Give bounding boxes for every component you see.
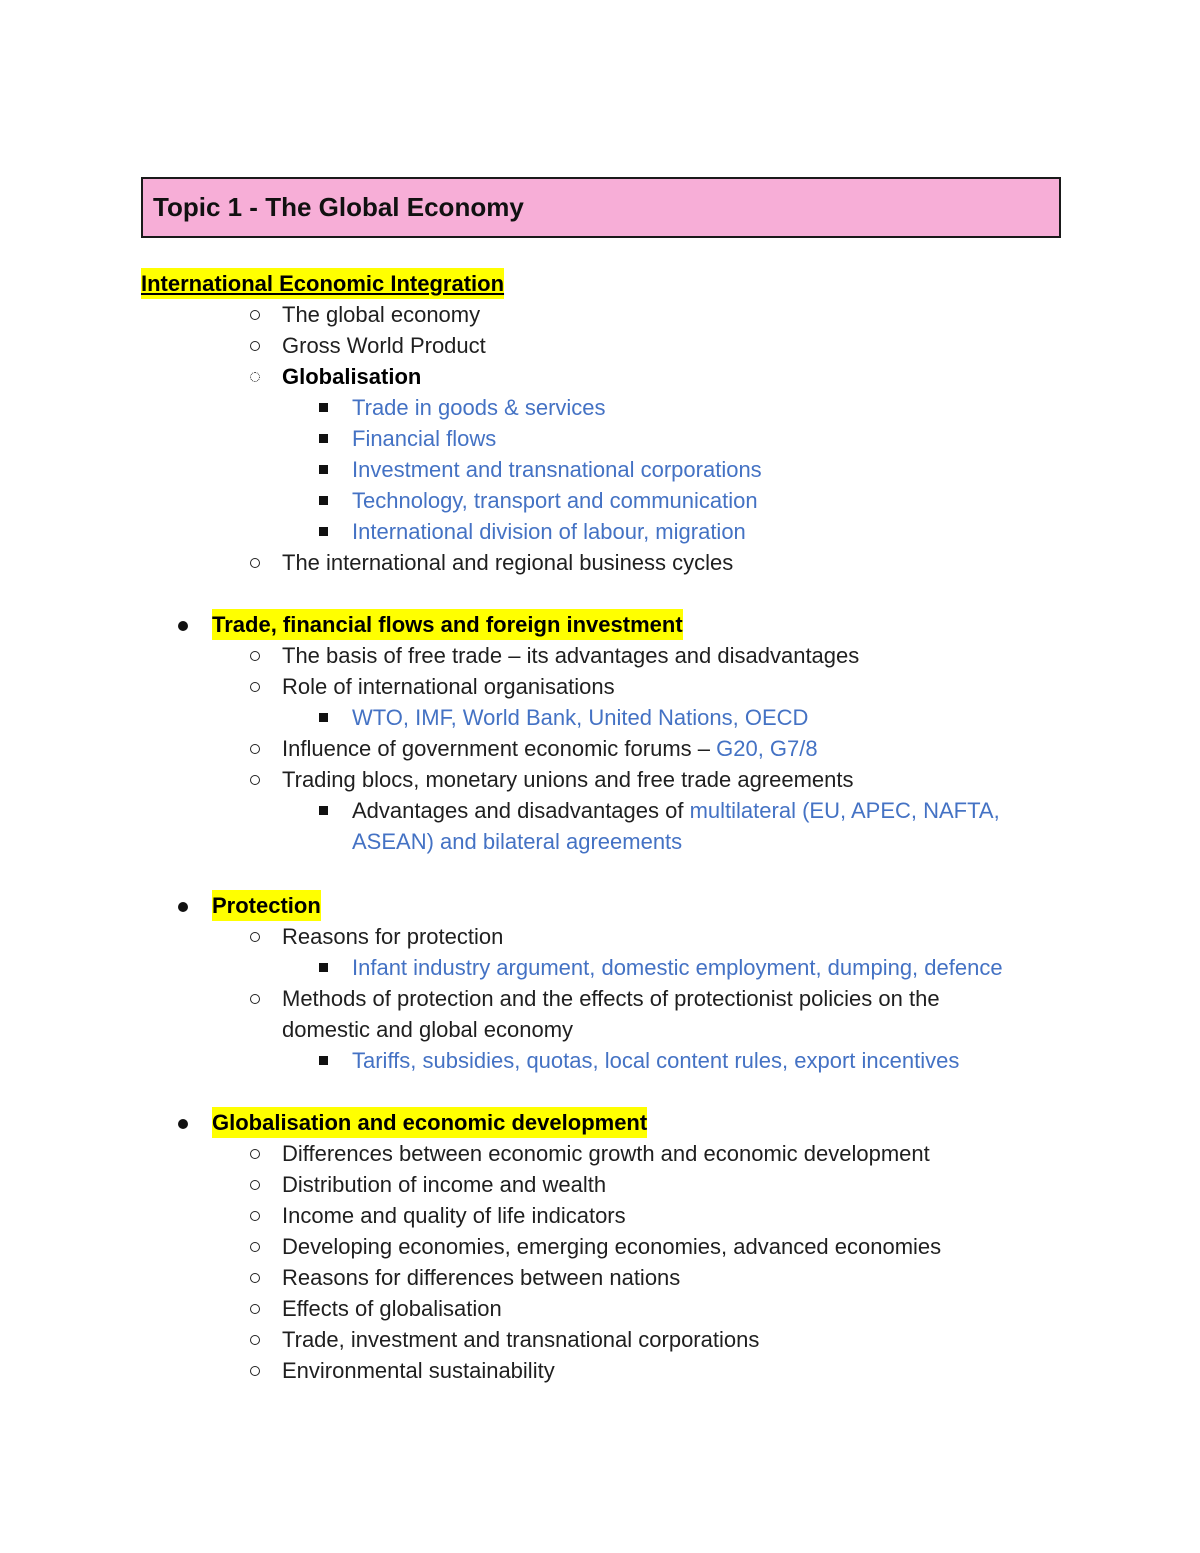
section-heading: Protection [212, 890, 321, 921]
topic-title: Topic 1 - The Global Economy [153, 192, 524, 222]
section-heading: Trade, financial flows and foreign investment [212, 609, 683, 640]
topic-title-box [141, 177, 1061, 238]
section-heading: Globalisation and economic development [212, 1107, 647, 1138]
section-heading: International Economic Integration [141, 268, 504, 299]
